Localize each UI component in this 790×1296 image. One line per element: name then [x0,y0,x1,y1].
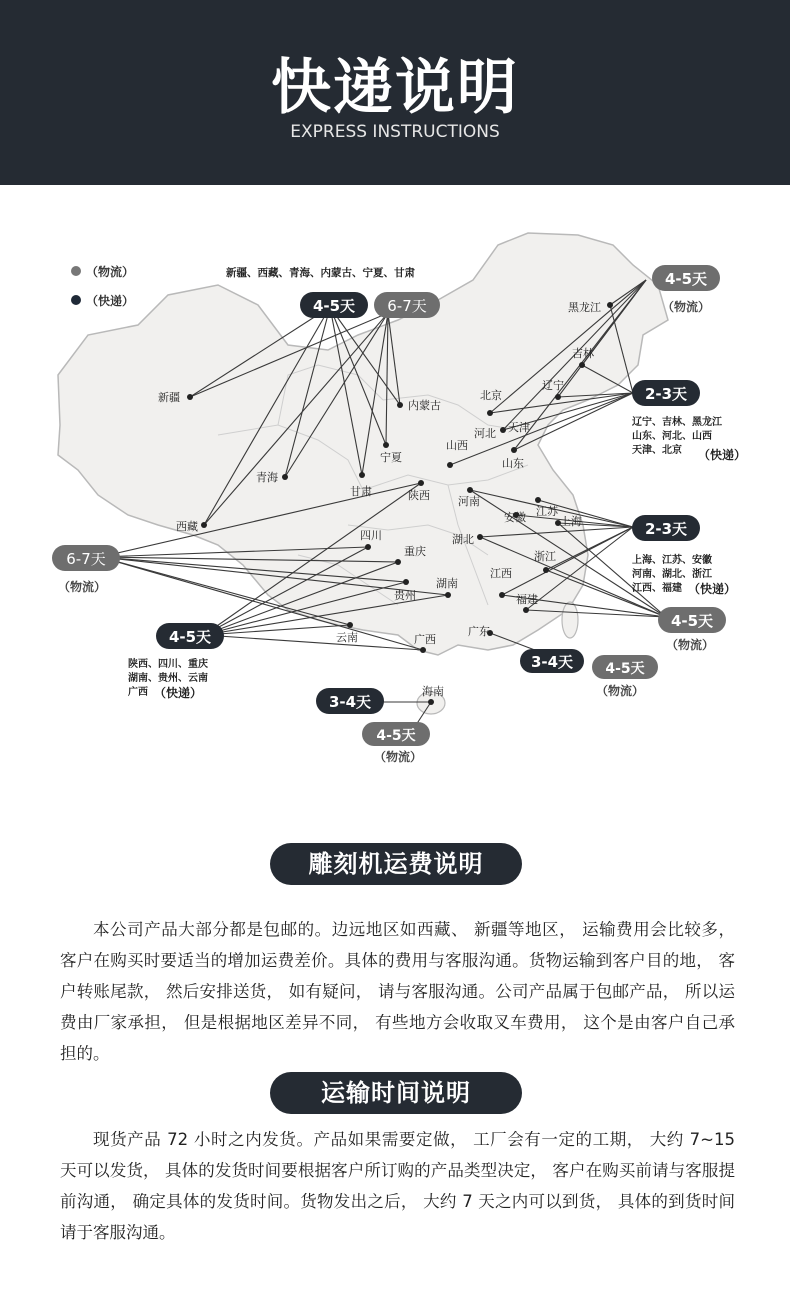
city-label: 广东 [468,625,490,638]
svg-text:天津、北京: 天津、北京 [632,445,682,456]
ne-logistics-badge [652,265,720,291]
svg-text:河南、湖北、浙江: 河南、湖北、浙江 [632,569,712,580]
city-label: 内蒙古 [408,399,441,412]
svg-text:湖南、贵州、云南: 湖南、贵州、云南 [128,673,208,684]
west-logistics-badge [52,545,120,571]
svg-text:（快递）: （快递） [688,582,737,596]
city-label: 贵州 [394,589,416,602]
city-label: 北京 [480,389,502,402]
north-express-badge [632,380,700,406]
svg-text:江西、福建: 江西、福建 [632,583,682,594]
gd-logistics-badge [592,655,658,679]
svg-text:4-5天: 4-5天 [664,270,708,288]
svg-text:4-5天: 4-5天 [376,728,416,744]
gd-logistics-note: （物流） [595,684,645,698]
east-note [632,553,736,596]
city-label: 山西 [446,439,468,452]
city-label: 河南 [458,495,480,508]
city-label: 云南 [336,631,358,644]
city-label: 安徽 [504,511,526,524]
svg-text:4-5天: 4-5天 [312,297,356,315]
china-shipping-map [18,225,772,785]
city-label: 江苏 [536,505,558,518]
page-title: 快递说明 [271,53,519,123]
city-label: 四川 [360,529,382,542]
city-label: 天津 [508,421,530,434]
city-label: 陕西 [408,489,430,502]
section2-text: 现货产品 72 小时之内发货。产品如果需要定做， 工厂会有一定的工期， 大约 7~15 天可以发货， 具体的发货时间要根据客户所订购的产品类型决定， 客户在购买前请与客服提前沟通， 确定具体的发货时间。货物发出之后， 大约 7 天之内可以到货， 具体的到货时间请于客服沟通。 [60,1130,735,1242]
svg-text:陕西、四川、重庆: 陕西、四川、重庆 [128,659,208,670]
nw-logistics-badge [374,292,440,318]
section1-text: 本公司产品大部分都是包邮的。边远地区如西藏、 新疆等地区， 运输费用会比较多， 客户在购买时要适当的增加运费差价。具体的费用与客服沟通。货物运输到客户目的地， 客户转账尾款， 然后安排送货， 如有疑问， 请与客服沟通。公司产品属于包邮产品， 所以运费由厂家承担， 但是根据地区差异不同， 有些地方会收取叉车费用， 这个是由客户自己承担的。 [60,920,735,1063]
svg-text:4-5天: 4-5天 [168,628,212,646]
taiwan-island [562,602,578,638]
city-label: 上海 [560,515,582,528]
west-logistics-note: （物流） [57,580,107,594]
legend-logistics-dot [71,266,81,276]
city-label: 吉林 [572,347,594,360]
north-note [632,415,746,462]
legend-logistics-label: （物流） [86,265,135,279]
svg-text:广西: 广西 [128,687,148,698]
svg-text:3-4天: 3-4天 [530,653,574,671]
city-label: 新疆 [158,391,180,404]
city-label: 辽宁 [542,379,564,392]
city-label: 江西 [490,567,512,580]
svg-text:2-3天: 2-3天 [644,385,688,403]
east-express-badge [632,515,700,541]
svg-text:3-4天: 3-4天 [328,693,372,711]
section1-title: 雕刻机运费说明 [308,850,484,878]
hn-express-badge [316,688,384,714]
section2-title: 运输时间说明 [321,1079,471,1107]
svg-text:辽宁、吉林、黑龙江: 辽宁、吉林、黑龙江 [632,417,722,428]
city-label: 甘肃 [350,485,372,498]
sw-express-badge [156,623,224,649]
legend-express-label: （快递） [86,294,135,308]
nw-express-badge [300,292,368,318]
svg-text:6-7天: 6-7天 [66,550,106,568]
east-logistics-badge [658,607,726,633]
city-label: 福建 [516,593,538,606]
svg-text:4-5天: 4-5天 [605,661,645,677]
city-label: 河北 [474,427,496,440]
sw-note [128,657,208,700]
svg-text:6-7天: 6-7天 [387,297,427,315]
hn-logistics-note: （物流） [373,750,423,764]
top-regions-note: 新疆、西藏、青海、内蒙古、宁夏、甘肃 [226,267,415,279]
page-subtitle: EXPRESS INSTRUCTIONS [290,122,500,142]
city-label: 广西 [414,633,436,646]
city-label: 黑龙江 [568,301,601,314]
city-label: 海南 [422,685,444,698]
svg-text:（快递）: （快递） [698,448,747,462]
ne-logistics-note: （物流） [661,300,711,314]
section1-title-pill [270,843,522,885]
legend-express-dot [71,295,81,305]
city-label: 湖南 [436,577,458,590]
header-banner [0,0,790,185]
city-label: 青海 [256,471,278,484]
city-label: 重庆 [404,545,426,558]
svg-text:4-5天: 4-5天 [670,612,714,630]
svg-text:上海、江苏、安徽: 上海、江苏、安徽 [632,555,712,566]
city-label: 湖北 [452,533,474,546]
city-label: 宁夏 [380,451,402,464]
hn-logistics-badge [362,722,430,746]
city-label: 西藏 [176,520,198,533]
svg-text:2-3天: 2-3天 [644,520,688,538]
section2-title-pill [270,1072,522,1114]
city-label: 浙江 [534,550,556,563]
svg-text:（快递）: （快递） [154,686,203,700]
gd-express-badge [520,649,584,673]
city-label: 山东 [502,457,524,470]
east-logistics-note: （物流） [665,638,715,652]
svg-text:山东、河北、山西: 山东、河北、山西 [632,431,712,442]
